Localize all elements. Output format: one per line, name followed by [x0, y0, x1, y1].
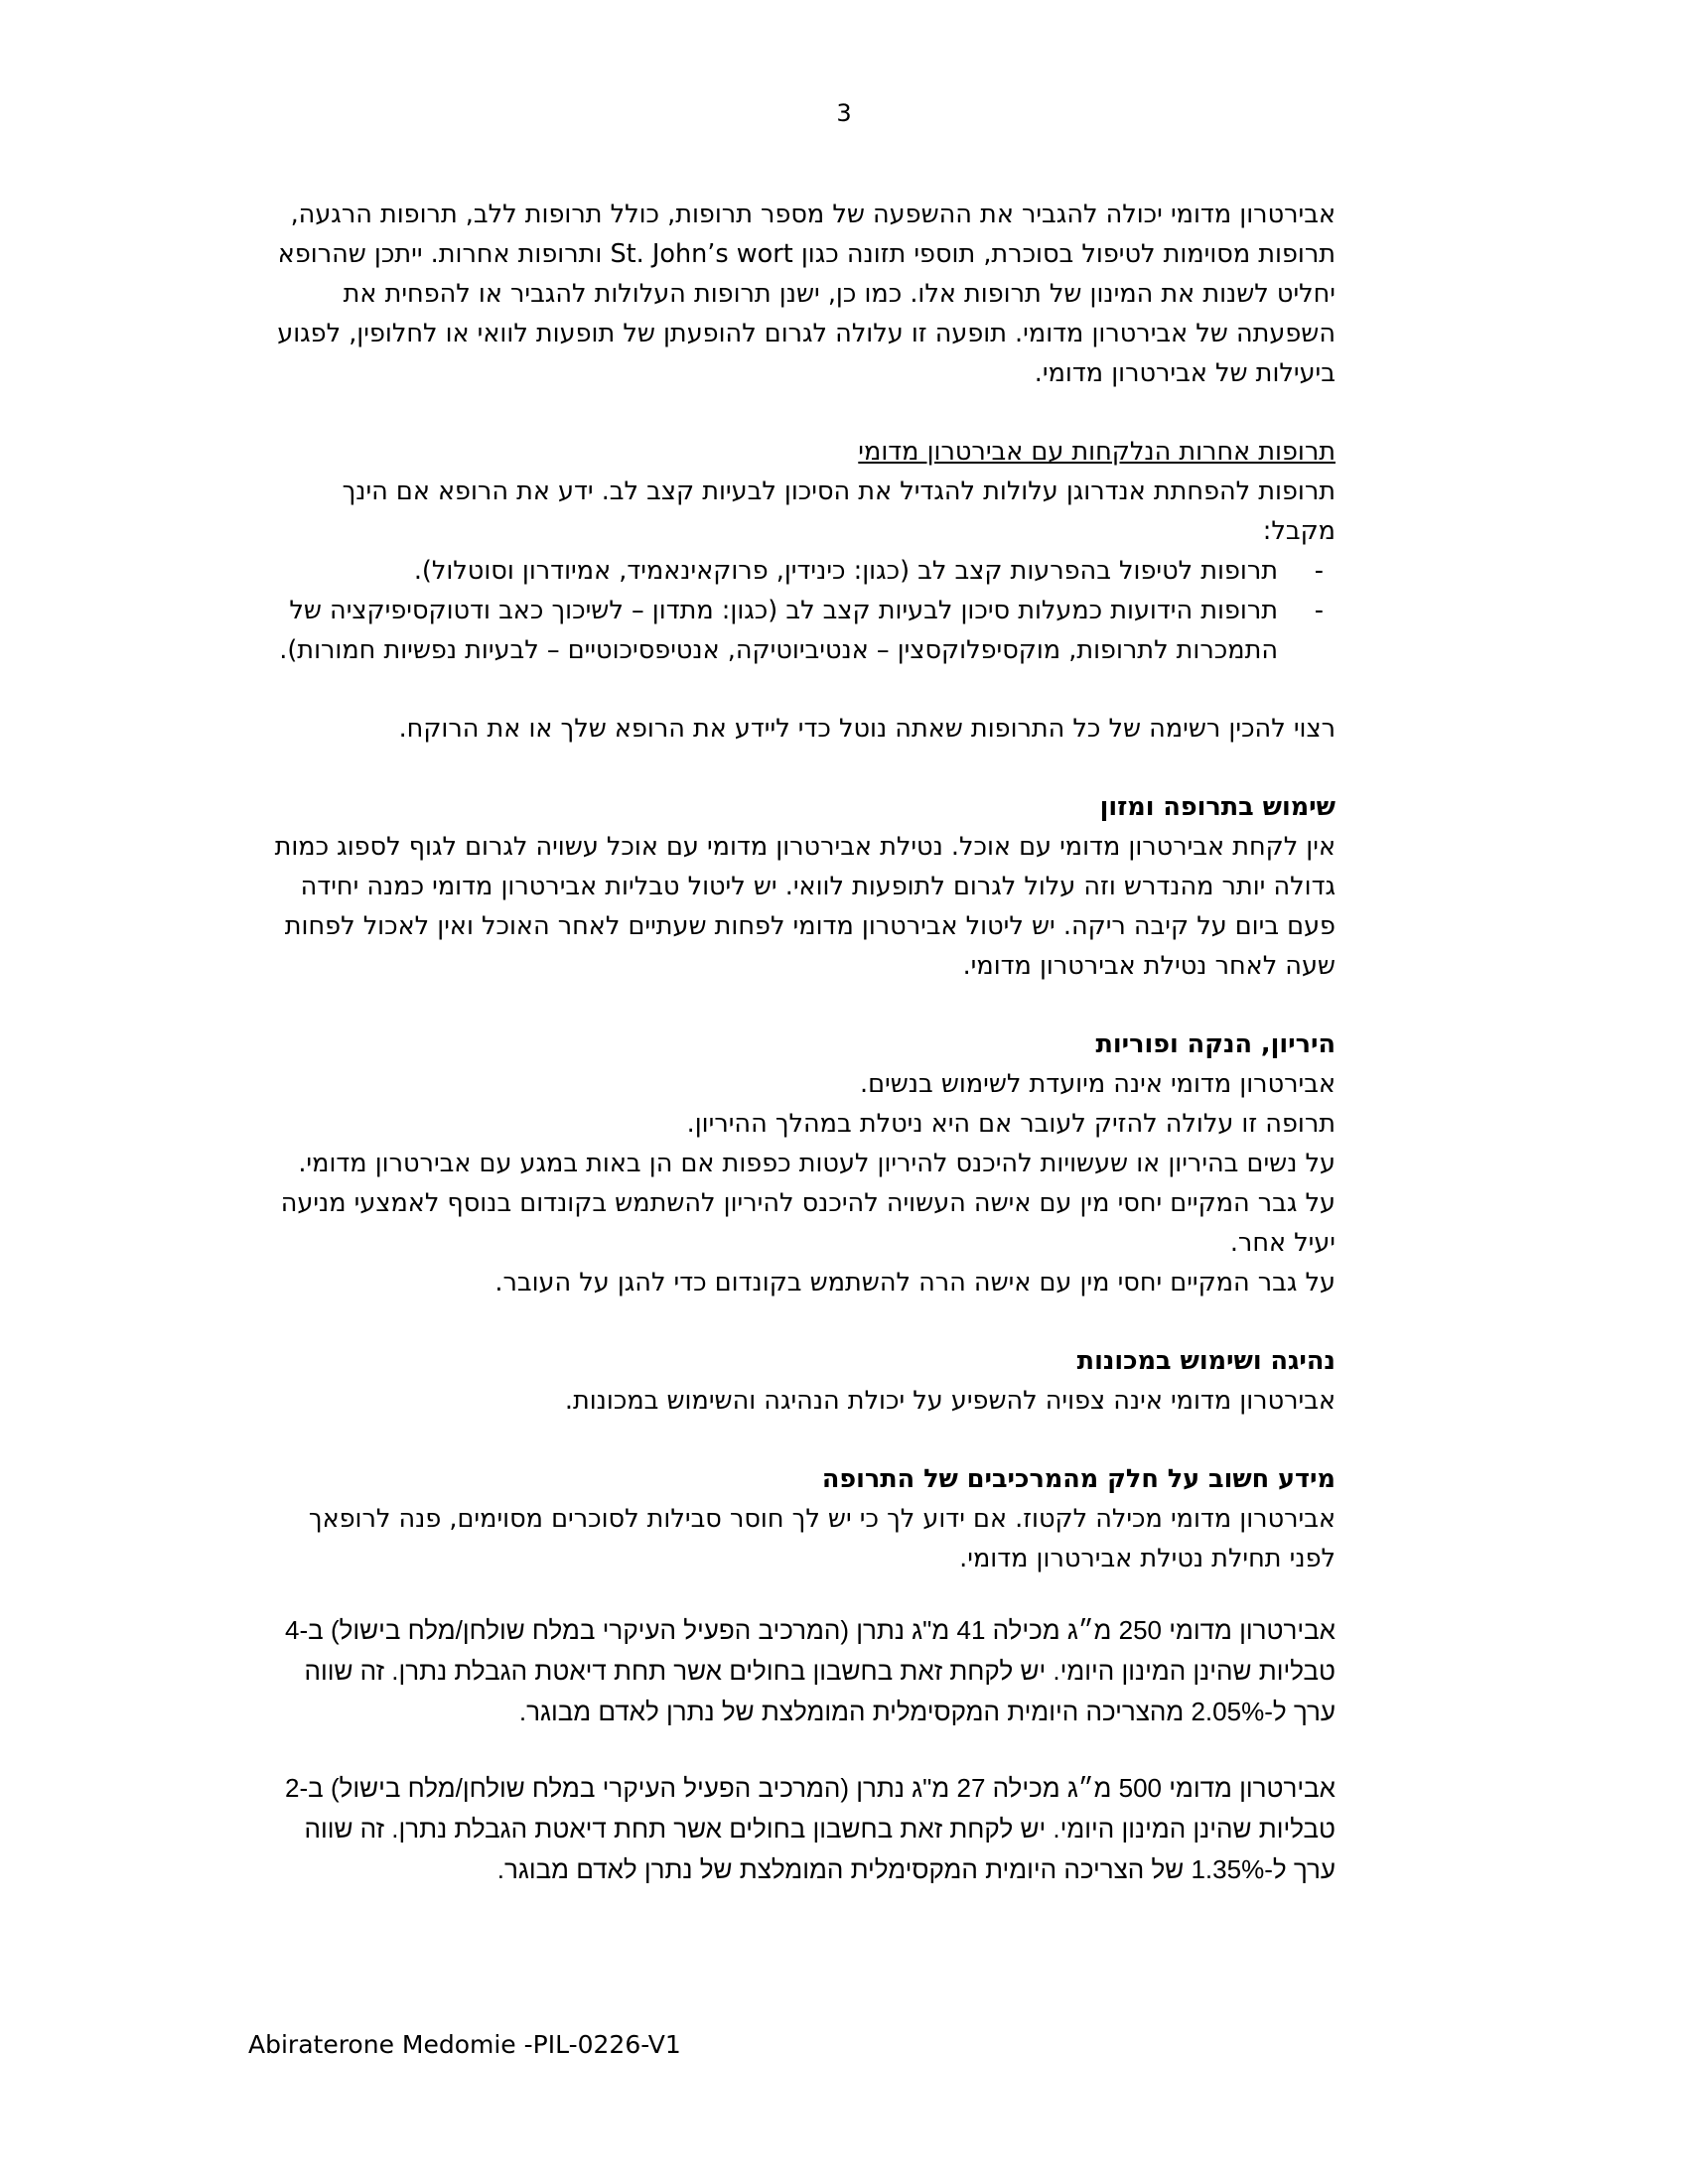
list-item-text: תרופות לטיפול בהפרעות קצב לב (כגון: כינידין, פרוקאינאמיד, אמיודרון וסוטלול).: [413, 556, 1278, 586]
document-code-footer: Abiraterone Medomie -PIL-0226-V1: [248, 2030, 681, 2059]
pregnancy-line: על נשים בהיריון או שעשויות להיכנס להיריון לעטות כפפות אם הן באות במגע עם אבירטרון מדומי.: [298, 1149, 1336, 1178]
food-heading: שימוש בתרופה ומזון: [1099, 792, 1336, 822]
bullet-dash: -: [1314, 556, 1324, 586]
medication-list-note: רצוי להכין רשימה של כל התרופות שאתה נוטל כדי ליידע את הרופא שלך או את הרוקח.: [398, 714, 1336, 744]
pregnancy-heading: היריון, הנקה ופוריות: [1095, 1029, 1336, 1059]
other-drugs-text: תרופות להפחתת אנדרוגן עלולות להגדיל את הסיכון לבעיות קצב לב. ידע את הרופא אם הינך מקבל:: [342, 477, 1336, 546]
pregnancy-line: תרופה זו עלולה להזיק לעובר אם היא ניטלת במהלך ההיריון.: [686, 1109, 1336, 1139]
other-drugs-heading: תרופות אחרות הנלקחות עם אבירטרון מדומי: [858, 437, 1336, 467]
bullet-dash: -: [1314, 596, 1324, 625]
intro-paragraph: אבירטרון מדומי יכולה להגביר את ההשפעה של מספר תרופות, כולל תרופות ללב, תרופות הרגעה, תרופות מסוימות לטיפול בסוכרת, תוספי תזונה כגון St. John’s wort ותרופות אחרות. ייתכן שהרופא יחליט לשנות את המינון של תרופות אלו. כמו כן, ישנן תרופות העלולות להגביר או להפחית את השפעתה של אבירטרון מדומי. תופעה זו עלולה לגרום להופעתן של תופעות לוואי או לחלופין, לפגוע ביעילות של אבירטרון מדומי.: [277, 200, 1336, 388]
list-item: [263, 591, 1336, 670]
pregnancy-line: על גבר המקיים יחסי מין עם אישה הרה להשתמש בקונדום כדי להגן על העובר.: [494, 1268, 1336, 1297]
leaflet-body: [263, 195, 1336, 1890]
other-drugs-list: [263, 551, 1336, 670]
pregnancy-line: אבירטרון מדומי אינה מיועדת לשימוש בנשים.: [859, 1069, 1336, 1099]
sodium-500-text: אבירטרון מדומי 500 מ״ג מכילה 27 מ"ג נתרן (המרכיב הפעיל העיקרי במלח שולחן/מלח בישול) ב-2 טבליות שהינן המינון היומי. יש לקחת זאת בחשבון בחולים אשר תחת דיאטת הגבלת נתרן. זה שווה ערך ל-1.35% של הצריכה היומית המקסימלית המומלצת של נתרן לאדם מבוגר.: [285, 1773, 1336, 1884]
lactose-text: אבירטרון מדומי מכילה לקטוז. אם ידוע לך כי יש לך חוסר סבילות לסוכרים מסוימים, פנה לרופאך לפני תחילת נטילת אבירטרון מדומי.: [308, 1504, 1336, 1573]
driving-text: אבירטרון מדומי אינה צפויה להשפיע על יכולת הנהיגה והשימוש במכונות.: [564, 1386, 1336, 1416]
driving-heading: נהיגה ושימוש במכונות: [1076, 1346, 1336, 1376]
pregnancy-line: על גבר המקיים יחסי מין עם אישה העשויה להיכנס להיריון להשתמש בקונדום בנוסף לאמצעי מניעה יעיל אחר.: [280, 1188, 1336, 1258]
sodium-250-text: אבירטרון מדומי 250 מ״ג מכילה 41 מ"ג נתרן (המרכיב הפעיל העיקרי במלח שולחן/מלח בישול) ב-4 טבליות שהינן המינון היומי. יש לקחת זאת בחשבון בחולים אשר תחת דיאטת הגבלת נתרן. זה שווה ערך ל-2.05% מהצריכה היומית המקסימלית המומלצת של נתרן לאדם מבוגר.: [285, 1615, 1336, 1726]
ingredients-heading: מידע חשוב על חלק מהמרכיבים של התרופה: [821, 1464, 1336, 1494]
page-number: 3: [836, 99, 852, 127]
list-item-text: תרופות הידועות כמעלות סיכון לבעיות קצב לב (כגון: מתדון – לשיכוך כאב ודטוקסיפיקציה של התמכרות לתרופות, מוקסיפלוקסצין – אנטיביוטיקה, אנטיפסיכוטיים – לבעיות נפשיות חמורות).: [279, 596, 1278, 665]
list-item: [263, 551, 1336, 591]
food-text: אין לקחת אבירטרון מדומי עם אוכל. נטילת אבירטרון מדומי עם אוכל עשויה לגרום לגוף לספוג כמות גדולה יותר מהנדרש וזה עלול לגרום לתופעות לוואי. יש ליטול טבליות אבירטרון מדומי כמנה יחידה פעם ביום על קיבה ריקה. יש ליטול אבירטרון מדומי לפחות שעתיים לאחר האוכל ואין לאכול לפחות שעה לאחר נטילת אבירטרון מדומי.: [274, 832, 1336, 981]
